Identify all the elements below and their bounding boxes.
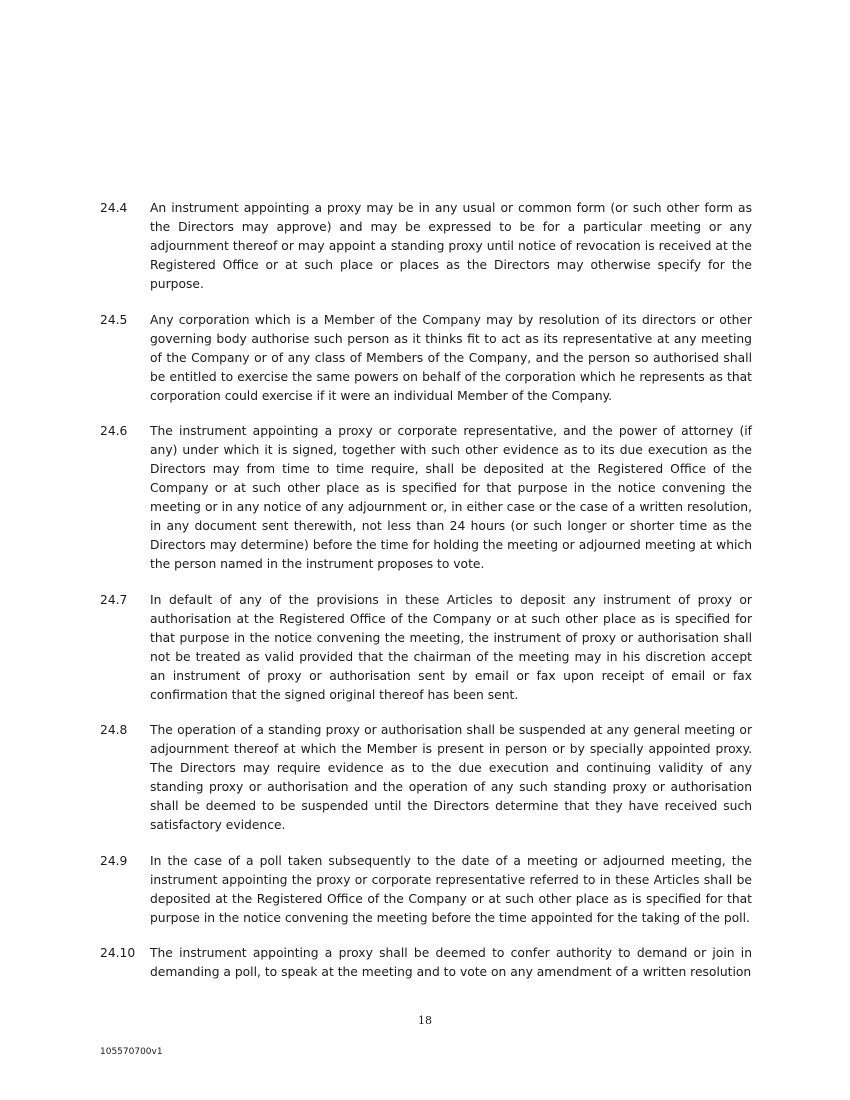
clause-number: 24.9 <box>100 853 128 868</box>
clause-text: In default of any of the provisions in these Articles to deposit any instrument of proxy or authorisation at the Registered Office of the Company or at such other place as is specified for that purpose in the notice convening the meeting, the instrument of proxy or authorisation shall not be treated as valid provided that the chairman of the meeting may in his discretion accept an instrument of proxy or authorisation sent by email or fax upon receipt of email or fax confirmation that the signed original thereof has been sent. <box>150 592 752 702</box>
clause-24-8 <box>100 721 752 835</box>
clause-text: The instrument appointing a proxy shall be deemed to confer authority to demand or join in demanding a poll, to speak at the meeting and to vote on any amendment of a written resolution <box>150 946 752 979</box>
clause-24-7 <box>100 591 752 705</box>
clause-list <box>100 199 752 999</box>
clause-text: The instrument appointing a proxy or corporate representative, and the power of attorney (if any) under which it is signed, together with such other evidence as to its due execution as the Directors may from time to time require, shall be deposited at the Registered Office of the Company or at such other place as is specified for that purpose in the notice convening the meeting or in any notice of any adjournment or, in either case or the case of a written resolution, in any document sent therewith, not less than 24 hours (or such longer or shorter time as the Directors may determine) before the time for holding the meeting or adjourned meeting at which the person named in the instrument proposes to vote. <box>150 424 752 571</box>
clause-text: The operation of a standing proxy or authorisation shall be suspended at any general meeting or adjournment thereof at which the Member is present in person or by specially appointed proxy. The Directors may require evidence as to the due execution and continuing validity of any standing proxy or authorisation and the operation of any such standing proxy or authorisation shall be deemed to be suspended until the Directors determine that they have received such satisfactory evidence. <box>150 723 752 832</box>
clause-text: In the case of a poll taken subsequently to the date of a meeting or adjourned meeting, the instrument appointing the proxy or corporate representative referred to in these Articles shall be deposited at the Registered Office of the Company or at such other place as is specified for that purpose in the notice convening the meeting before the time appointed for the taking of the poll. <box>150 853 752 925</box>
clause-number: 24.4 <box>100 201 128 215</box>
clause-24-5 <box>100 311 752 406</box>
clause-number: 24.10 <box>100 946 136 960</box>
clause-24-4 <box>100 199 752 294</box>
clause-number: 24.8 <box>100 723 128 737</box>
clause-24-10 <box>100 944 752 982</box>
page-number: 18 <box>418 1014 432 1027</box>
clause-text: An instrument appointing a proxy may be in any usual or common form (or such other form as the Directors may approve) and may be expressed to be for a particular meeting or any adjournment thereof or may appoint a standing proxy until notice of revocation is received at the Registered Office or at such place or places as the Directors may otherwise specify for the purpose. <box>150 201 752 291</box>
clause-text: Any corporation which is a Member of the Company may by resolution of its directors or other governing body authorise such person as it thinks fit to act as its representative at any meeting of the Company or of any class of Members of the Company, and the person so authorised shall be entitled to exercise the same powers on behalf of the corporation which he represents as that corporation could exercise if it were an individual Member of the Company. <box>150 312 752 403</box>
clause-24-6 <box>100 422 752 574</box>
clause-number: 24.7 <box>100 592 128 607</box>
document-reference: 105570700v1 <box>100 1047 163 1057</box>
clause-24-9 <box>100 852 752 928</box>
clause-number: 24.6 <box>100 424 128 438</box>
clause-number: 24.5 <box>100 312 128 327</box>
